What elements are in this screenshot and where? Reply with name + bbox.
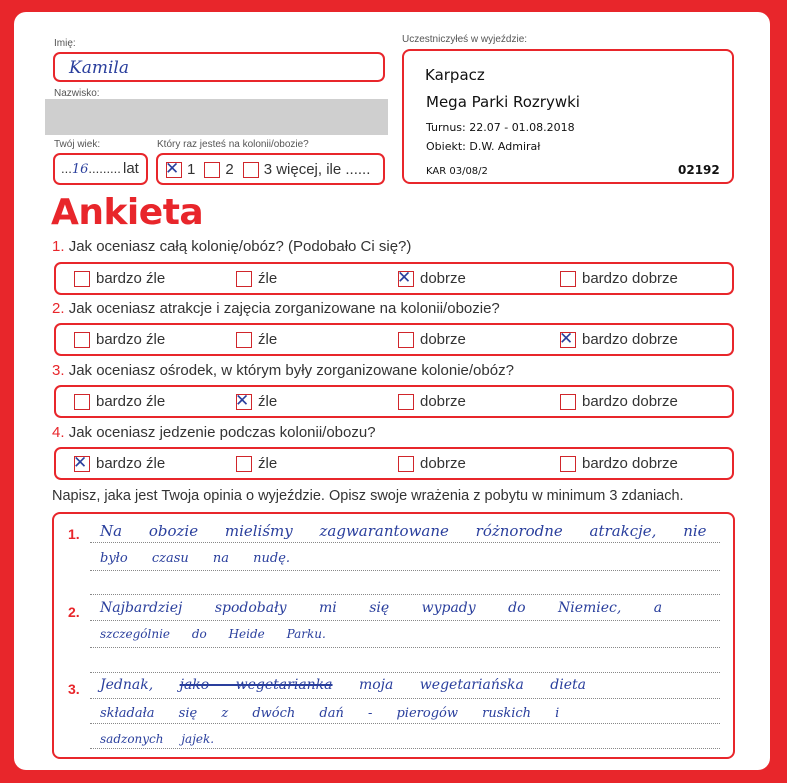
question-text: Jak oceniasz atrakcje i zajęcia zorganizowane na kolonii/obozie? [68,300,500,317]
option-checkbox[interactable] [74,332,90,348]
option-bardzo-zle[interactable] [74,270,165,287]
option-checkbox[interactable] [235,390,252,411]
essay-3-start: Jednak, [100,677,154,693]
essay-1-line-2: było czasu na nudę. [100,551,291,566]
option-dobrze[interactable] [398,331,466,348]
option-label: źle [258,393,278,410]
obiekt-value: D.W. Admirał [469,140,541,153]
age-line [61,161,121,177]
surname-label: Nazwisko: [54,88,100,99]
dotted-line [90,748,720,749]
option-checkbox[interactable] [559,328,576,349]
option-bardzo-zle[interactable] [73,452,166,473]
option-checkbox[interactable] [560,394,576,410]
essay-item-number: 2. [68,604,80,620]
option-dobrze[interactable] [397,267,466,288]
surname-redacted [45,99,388,135]
essay-3-end: moja wegetariańska dieta [358,677,586,693]
option-checkbox[interactable] [398,394,414,410]
option-dobrze[interactable] [398,455,466,472]
question-4-options [54,447,734,480]
page-title: Ankieta [51,192,204,233]
question-number: 2. [52,300,65,317]
participant-label: Uczestniczyłeś w wyjeździe: [402,34,528,45]
essay-1-line-1: Na obozie mieliśmy zagwarantowane różnorodne atrakcje, nie [100,522,707,540]
option-checkbox[interactable] [74,271,90,287]
essay-prompt: Napisz, jaka jest Twoja opinia o wyjeździe. Opisz swoje wrażenia z pobytu w minimum 3 zdaniach. [52,488,684,504]
option-bardzo-zle[interactable] [74,331,165,348]
name-field[interactable] [53,52,385,82]
option-bardzo-dobrze[interactable] [560,455,678,472]
times-checkbox-1[interactable] [165,158,182,179]
question-text: Jak oceniasz całą kolonię/obóz? (Podobało Ci się?) [68,238,412,255]
times-checkbox-3[interactable] [243,162,259,178]
dotted-line [90,672,720,673]
age-value: 16 [71,162,89,177]
option-zle[interactable] [235,390,278,411]
times-field [156,153,385,185]
option-bardzo-dobrze[interactable] [559,328,678,349]
option-zle[interactable] [236,270,277,287]
option-label: bardzo źle [96,270,166,287]
option-checkbox[interactable] [236,332,252,348]
trip-city: Karpacz [425,66,485,84]
trip-park: Mega Parki Rozrywki [426,93,580,111]
essay-3-line-2: składała się z dwóch dań - pierogów ruskich i [100,706,560,721]
option-label: bardzo dobrze [582,270,678,287]
option-label: źle [258,331,278,348]
check-x-icon: ✕ [559,328,574,349]
option-label: źle [258,270,278,287]
question-3 [52,362,514,379]
check-x-icon: ✕ [235,390,250,411]
obiekt-label: Obiekt: [426,140,466,153]
essay-2-line-2: szczególnie do Heide Parku. [100,627,326,641]
trip-number: 02192 [678,163,720,177]
dotted-line [90,620,720,621]
option-label: dobrze [420,393,466,410]
times-opt3-label: 3 więcej, ile ...... [263,161,371,178]
option-label: bardzo dobrze [582,331,678,348]
option-label: dobrze [420,455,466,472]
dotted-line [90,647,720,648]
age-dots-before: ... [61,161,72,176]
dotted-line [90,570,720,571]
times-label: Który raz jesteś na kolonii/obozie? [157,139,309,150]
trip-code: KAR 03/08/2 [426,166,488,177]
essay-item-number: 3. [68,681,80,697]
option-checkbox[interactable] [560,456,576,472]
age-label: Twój wiek: [54,139,101,150]
option-dobrze[interactable] [398,393,466,410]
check-x-icon: ✕ [165,158,180,179]
question-1-options [54,262,734,295]
option-checkbox[interactable] [73,452,90,473]
option-zle[interactable] [236,331,277,348]
essay-2-line-1: Najbardziej spodobały mi się wypady do Niemiec, a [100,600,663,616]
question-2 [52,300,500,317]
turnus-value: 22.07 - 01.08.2018 [469,121,575,134]
times-opt1-label: 1 [187,161,196,178]
essay-3-line-3: sadzonych jajek. [100,732,215,746]
option-bardzo-zle[interactable] [74,393,165,410]
age-unit: lat [123,160,139,177]
question-number: 1. [52,238,65,255]
check-x-icon: ✕ [397,267,412,288]
question-2-options [54,323,734,356]
question-3-options [54,385,734,418]
question-4 [52,424,376,441]
dotted-line [90,723,720,724]
times-checkbox-2[interactable] [204,162,220,178]
dotted-line [90,698,720,699]
option-label: bardzo źle [96,393,166,410]
question-number: 4. [52,424,65,441]
essay-3-struck: jako wegetarianka [179,677,333,693]
option-bardzo-dobrze[interactable] [560,270,678,287]
option-label: dobrze [420,270,466,287]
turnus-label: Turnus: [426,121,466,134]
dotted-line [90,542,720,543]
option-label: bardzo źle [96,331,166,348]
option-checkbox[interactable] [397,267,414,288]
option-label: bardzo źle [96,455,166,472]
question-text: Jak oceniasz jedzenie podczas kolonii/obozu? [68,424,376,441]
times-opt2-label: 2 [225,161,234,178]
check-x-icon: ✕ [73,452,88,473]
name-label: Imię: [54,38,76,49]
question-number: 3. [52,362,65,379]
dotted-line [90,594,720,595]
option-label: bardzo dobrze [582,455,678,472]
option-checkbox[interactable] [236,456,252,472]
option-checkbox[interactable] [236,271,252,287]
age-dots-after: ......... [88,161,121,176]
option-label: bardzo dobrze [582,393,678,410]
option-bardzo-dobrze[interactable] [560,393,678,410]
essay-3-line-1 [100,677,586,693]
option-checkbox[interactable] [560,271,576,287]
option-checkbox[interactable] [74,394,90,410]
option-checkbox[interactable] [398,332,414,348]
option-checkbox[interactable] [398,456,414,472]
trip-info-box [402,49,734,184]
name-value: Kamila [69,58,129,78]
option-label: źle [258,455,278,472]
trip-turnus [426,121,575,134]
question-1 [52,238,411,255]
option-zle[interactable] [236,455,277,472]
question-text: Jak oceniasz ośrodek, w którym były zorganizowane kolonie/obóz? [68,362,514,379]
essay-item-number: 1. [68,526,80,542]
option-label: dobrze [420,331,466,348]
trip-obiekt [426,140,540,153]
age-field[interactable] [53,153,148,185]
